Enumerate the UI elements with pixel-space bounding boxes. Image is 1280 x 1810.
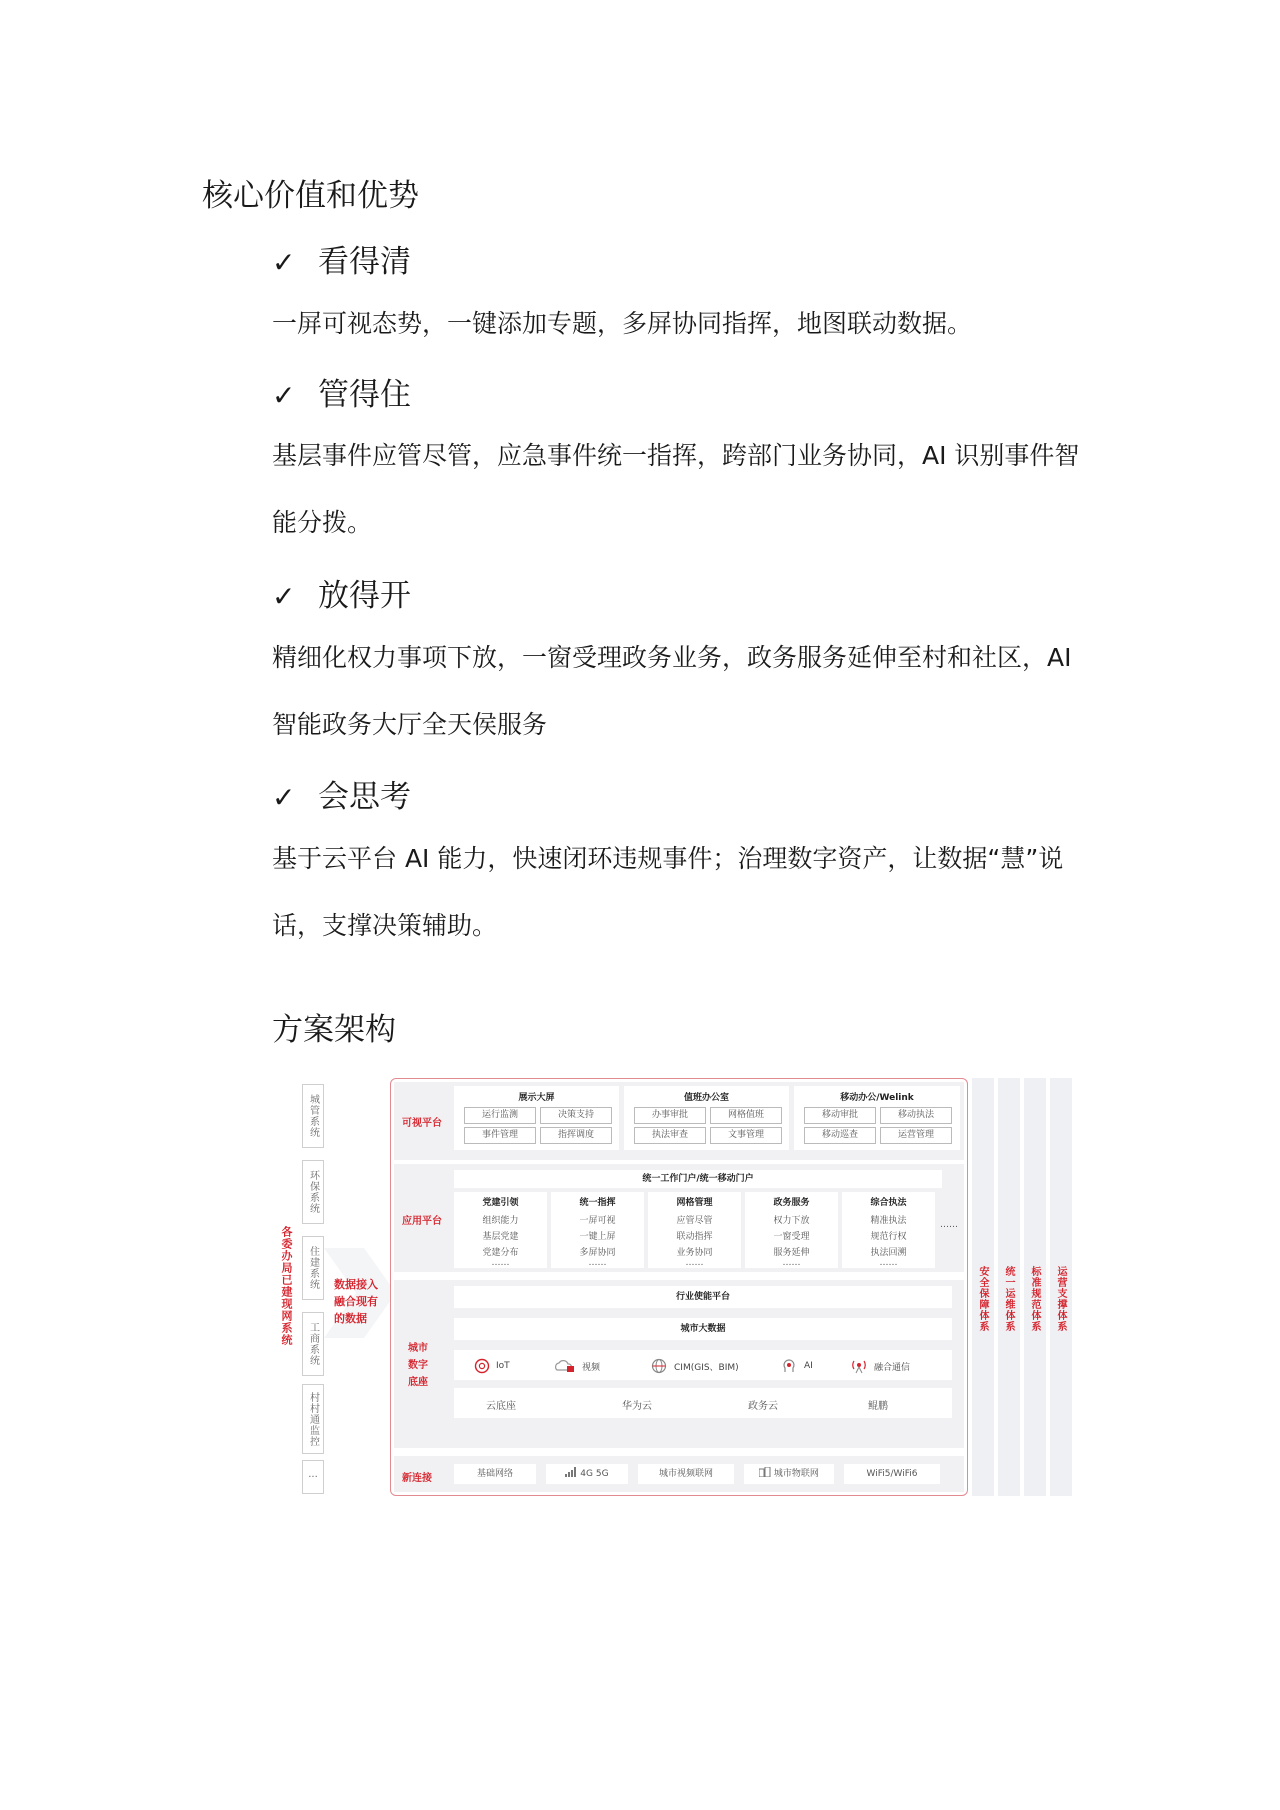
cloud-item: 政务云: [748, 1401, 778, 1412]
support-column: 标准规范体系: [1024, 1078, 1046, 1496]
section-title-core-values: 核心价值和优势: [202, 178, 419, 214]
visual-item: 移动审批: [804, 1107, 876, 1124]
capability-video: 视频: [554, 1358, 600, 1374]
app-column: 党建引领 组织能力 基层党建 党建分布 ……: [454, 1192, 547, 1268]
signal-icon: [565, 1467, 577, 1477]
network-item: 4G 5G: [546, 1464, 628, 1484]
video-icon: [554, 1358, 576, 1374]
network-item: WiFi5/WiFi6: [844, 1464, 940, 1484]
building-icon: [759, 1467, 771, 1477]
check-icon: ✓: [272, 246, 296, 279]
app-more: ……: [940, 1220, 958, 1230]
architecture-diagram: [278, 1078, 1088, 1498]
visual-item: 事件管理: [464, 1127, 536, 1144]
antenna-icon: [850, 1358, 868, 1374]
cloud-item: 华为云: [622, 1401, 652, 1412]
system-box: 住建系统: [302, 1236, 324, 1300]
ai-icon: [780, 1358, 798, 1374]
city-big-data: 城市大数据: [454, 1318, 952, 1340]
check-icon: ✓: [272, 580, 296, 613]
visual-item: 移动巡查: [804, 1127, 876, 1144]
network-item: 城市视频联网: [638, 1464, 734, 1484]
visual-group-duty: 值班办公室: [624, 1086, 789, 1150]
app-column: 综合执法 精准执法 规范行权 执法回溯 ……: [842, 1192, 935, 1268]
globe-icon: [650, 1358, 668, 1374]
cloud-item: 鲲鹏: [868, 1401, 888, 1412]
value-text-4: 基于云平台 AI 能力，快速闭环违规事件；治理数字资产，让数据“慧”说 话，支撑决策辅助。: [272, 844, 1064, 940]
layer-label-base: 城市 数字 底座: [408, 1343, 428, 1388]
layer-label-network: 新连接: [402, 1473, 432, 1484]
iot-icon: [474, 1358, 490, 1374]
existing-systems-label: 各委办局已建现网系统: [280, 1226, 293, 1346]
visual-group-mobile: 移动办公/Welink: [794, 1086, 960, 1150]
network-item: 基础网络: [454, 1464, 536, 1484]
visual-group-screen: 展示大屏: [454, 1086, 619, 1150]
layer-label-visual: 可视平台: [402, 1118, 442, 1129]
visual-item: 文事管理: [710, 1127, 782, 1144]
data-ingest-label: 数据接入 融合现有 的数据: [334, 1278, 378, 1325]
value-heading-3: ✓ 放得开: [272, 578, 411, 614]
visual-item: 指挥调度: [540, 1127, 612, 1144]
visual-item: 办事审批: [634, 1107, 706, 1124]
visual-item: 网格值班: [710, 1107, 782, 1124]
section-title-architecture: 方案架构: [272, 1012, 396, 1048]
cloud-item: 云底座: [486, 1401, 516, 1412]
value-text-3: 精细化权力事项下放，一窗受理政务业务，政务服务延伸至村和社区，AI 智能政务大厅全天侯服务: [272, 643, 1072, 739]
app-column: 统一指挥 一屏可视 一键上屏 多屏协同 ……: [551, 1192, 644, 1268]
network-item: 城市物联网: [744, 1464, 834, 1484]
visual-item: 运行监测: [464, 1107, 536, 1124]
system-box: 村村通监控: [302, 1384, 324, 1454]
value-text-1: 一屏可视态势，一键添加专题，多屏协同指挥，地图联动数据。: [272, 309, 973, 338]
system-box: 环保系统: [302, 1160, 324, 1224]
support-column: 运营支撑体系: [1050, 1078, 1072, 1496]
app-column: 政务服务 权力下放 一窗受理 服务延伸 ……: [745, 1192, 838, 1268]
capability-comms: 融合通信: [850, 1358, 910, 1374]
layer-label-app: 应用平台: [402, 1216, 442, 1227]
system-box: 工商系统: [302, 1312, 324, 1376]
value-heading-4: ✓ 会思考: [272, 779, 411, 815]
support-column: 统一运维体系: [998, 1078, 1020, 1496]
visual-item: 执法审查: [634, 1127, 706, 1144]
visual-item: 运营管理: [880, 1127, 952, 1144]
system-box: 城管系统: [302, 1084, 324, 1148]
value-text-2: 基层事件应管尽管，应急事件统一指挥，跨部门业务协同，AI 识别事件智 能分拨。: [272, 441, 1080, 537]
app-column: 网格管理 应管尽管 联动指挥 业务协同 ……: [648, 1192, 741, 1268]
value-heading-1: ✓ 看得清: [272, 244, 411, 280]
check-icon: ✓: [272, 379, 296, 412]
support-column: 安全保障体系: [972, 1078, 994, 1496]
visual-item: 决策支持: [540, 1107, 612, 1124]
check-icon: ✓: [272, 781, 296, 814]
capability-iot: IoT: [474, 1358, 510, 1374]
capability-cim: CIM(GIS、BIM): [650, 1358, 739, 1374]
visual-item: 移动执法: [880, 1107, 952, 1124]
system-box-more: ···: [302, 1460, 324, 1494]
value-heading-2: ✓ 管得住: [272, 377, 411, 413]
enable-platform: 行业使能平台: [454, 1286, 952, 1308]
unified-portal: 统一工作门户/统一移动门户: [454, 1170, 942, 1188]
capability-ai: AI: [780, 1358, 813, 1374]
